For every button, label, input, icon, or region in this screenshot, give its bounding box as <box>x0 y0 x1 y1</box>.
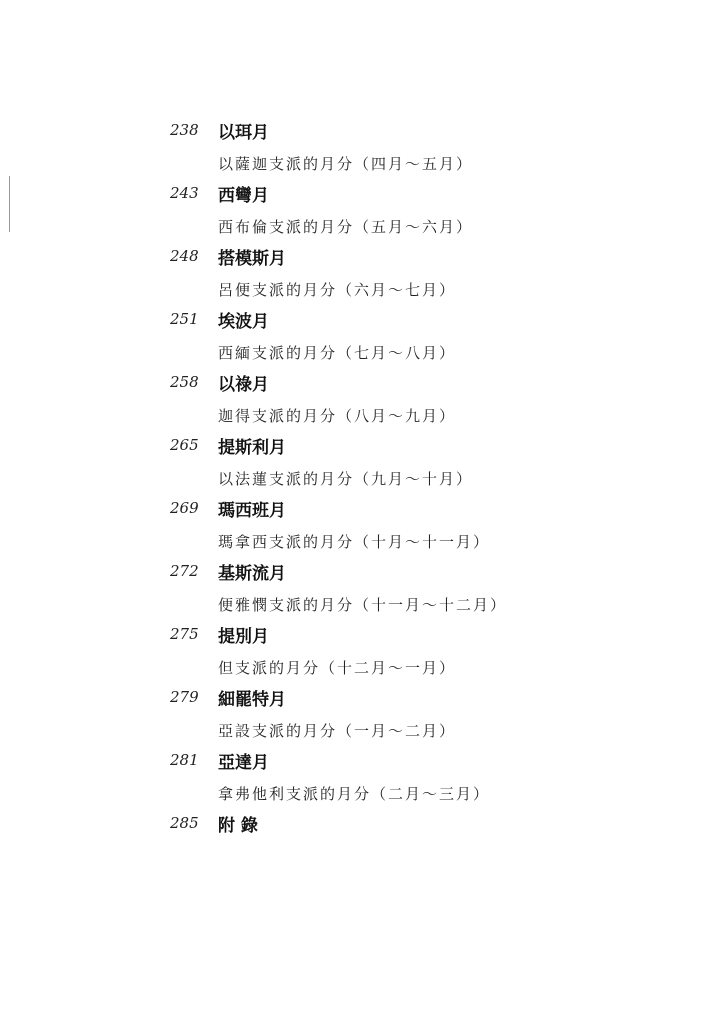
toc-page-number: 248 <box>170 247 199 265</box>
toc-title: 埃波月 <box>218 312 269 332</box>
toc-entry[interactable] <box>0 433 728 496</box>
toc-page-number: 285 <box>170 814 199 832</box>
toc-page-number: 243 <box>170 184 199 202</box>
toc-page-number: 275 <box>170 625 199 643</box>
toc-entry[interactable] <box>0 559 728 622</box>
toc-title: 瑪西班月 <box>218 501 286 521</box>
toc-title: 提斯利月 <box>218 438 286 458</box>
toc-entry[interactable] <box>0 307 728 370</box>
toc-page-number: 281 <box>170 751 199 769</box>
toc-subtitle: 拿弗他利支派的月分（二月～三月） <box>218 785 491 803</box>
toc-entry[interactable] <box>0 496 728 559</box>
toc-title: 西彎月 <box>218 186 269 206</box>
toc-subtitle: 以法蓮支派的月分（九月～十月） <box>218 470 474 488</box>
toc-entry[interactable] <box>0 370 728 433</box>
toc-entry[interactable] <box>0 118 728 181</box>
toc-entry[interactable] <box>0 181 728 244</box>
toc-subtitle: 西緬支派的月分（七月～八月） <box>218 344 457 362</box>
toc-title: 附 錄 <box>218 816 258 836</box>
toc-page-number: 251 <box>170 310 199 328</box>
toc-subtitle: 便雅憫支派的月分（十一月～十二月） <box>218 596 508 614</box>
toc-page-number: 265 <box>170 436 199 454</box>
toc-subtitle: 以薩迦支派的月分（四月～五月） <box>218 155 474 173</box>
toc-entry[interactable] <box>0 244 728 307</box>
toc-page-number: 269 <box>170 499 199 517</box>
toc-subtitle: 瑪拿西支派的月分（十月～十一月） <box>218 533 491 551</box>
toc-page-number: 272 <box>170 562 199 580</box>
toc-subtitle: 亞設支派的月分（一月～二月） <box>218 722 457 740</box>
toc-subtitle: 西布倫支派的月分（五月～六月） <box>218 218 474 236</box>
toc-page-number: 238 <box>170 121 199 139</box>
toc-entry[interactable] <box>0 685 728 748</box>
toc-title: 提別月 <box>218 627 269 647</box>
toc-title: 亞達月 <box>218 753 269 773</box>
toc-entry[interactable] <box>0 622 728 685</box>
toc-title: 以珥月 <box>218 123 269 143</box>
toc-page-number: 279 <box>170 688 199 706</box>
toc-title: 搭模斯月 <box>218 249 286 269</box>
toc-page-number: 258 <box>170 373 199 391</box>
toc-entry-appendix[interactable] <box>0 811 728 874</box>
toc-subtitle: 呂便支派的月分（六月～七月） <box>218 281 457 299</box>
toc-title: 細罷特月 <box>218 690 286 710</box>
table-of-contents <box>0 118 728 874</box>
toc-title: 以祿月 <box>218 375 269 395</box>
toc-entry[interactable] <box>0 748 728 811</box>
toc-subtitle: 但支派的月分（十二月～一月） <box>218 659 457 677</box>
toc-title: 基斯流月 <box>218 564 286 584</box>
toc-subtitle: 迦得支派的月分（八月～九月） <box>218 407 457 425</box>
